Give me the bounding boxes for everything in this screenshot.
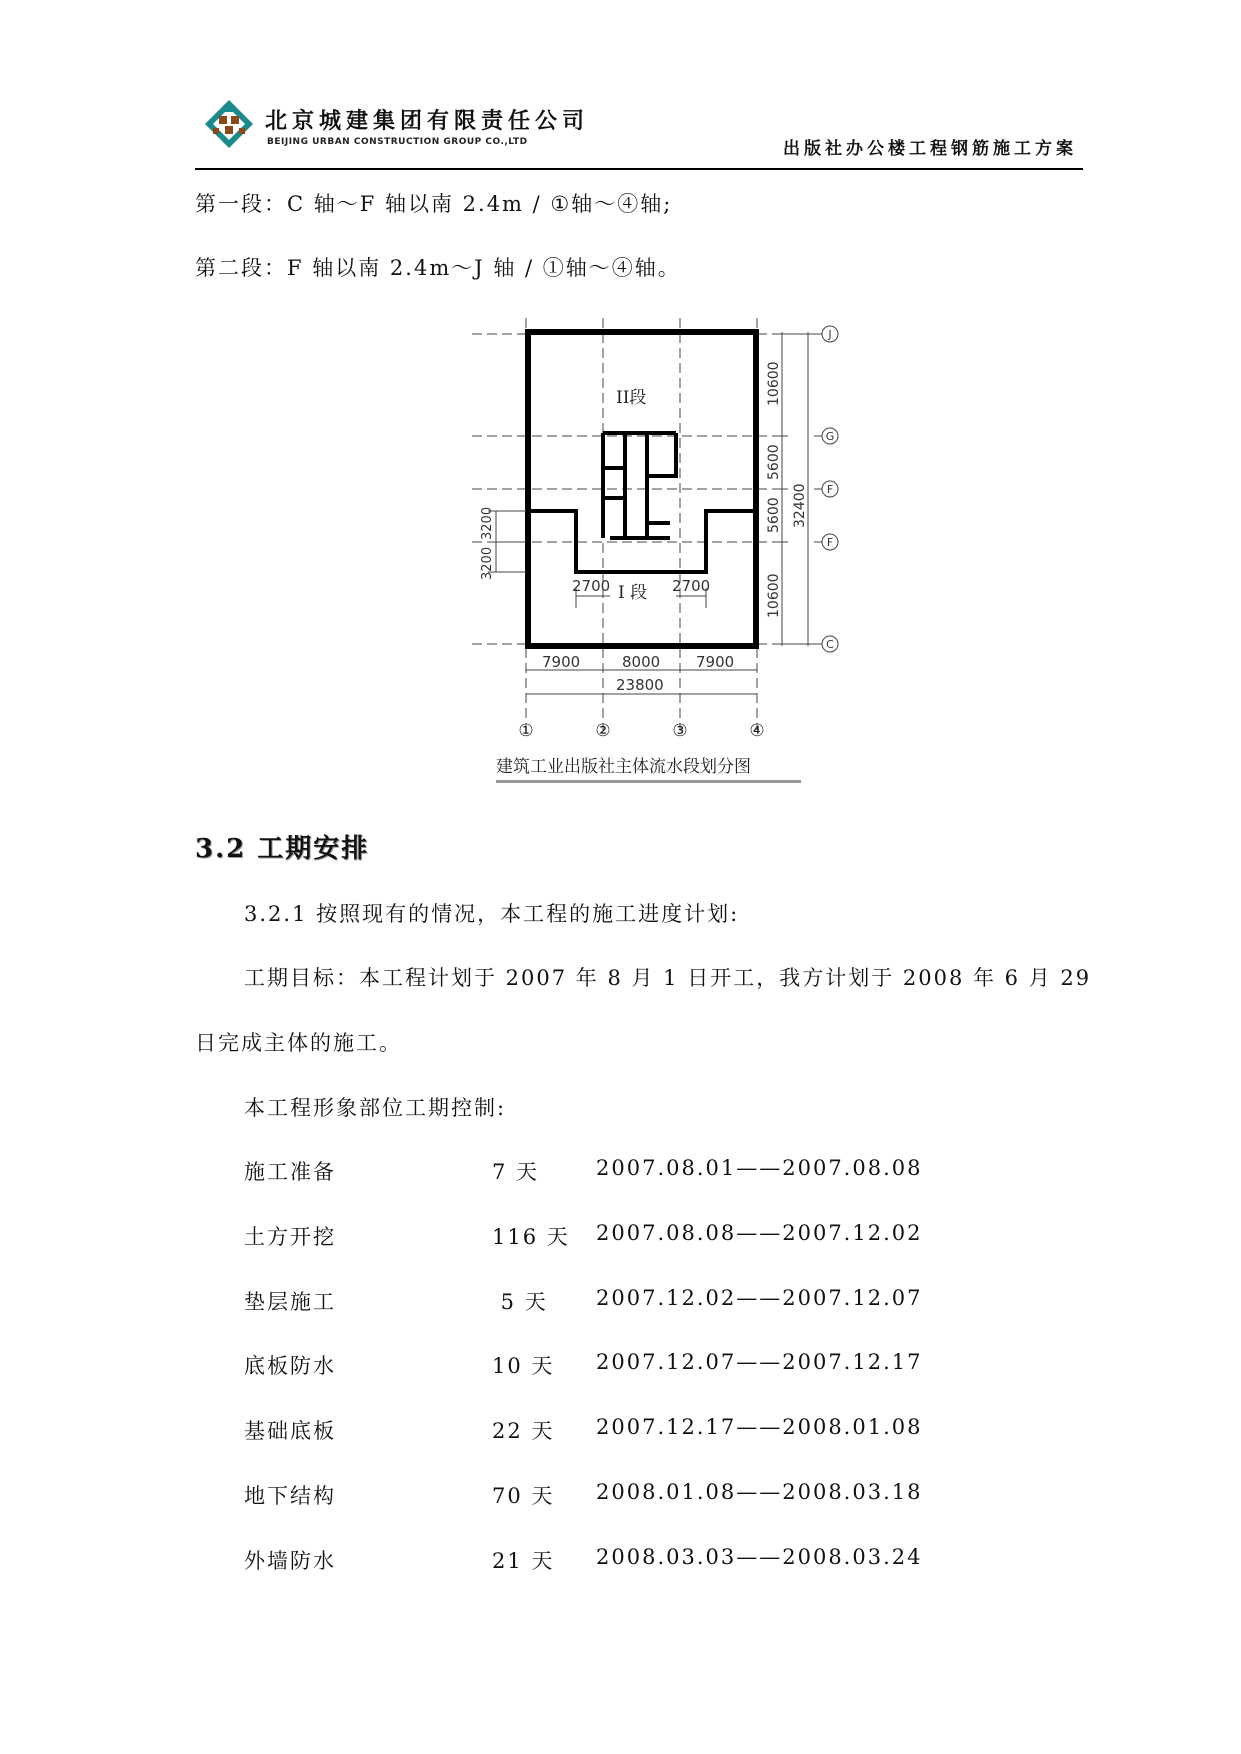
task-date-range: 2007.08.08——2007.12.02 (596, 1221, 923, 1245)
right-dim-total: 32400 (792, 483, 808, 528)
document-title: 出版社办公楼工程钢筋施工方案 (783, 139, 1077, 159)
axis-label-g: G (825, 430, 835, 443)
task-date-range: 2007.08.01——2007.08.08 (596, 1156, 923, 1180)
task-duration: 116 天 (492, 1225, 570, 1249)
axis-label-f2: F (826, 536, 834, 549)
task-name: 外墙防水 (244, 1549, 336, 1573)
task-date-range: 2007.12.02——2007.12.07 (596, 1286, 923, 1310)
bottom-dim-3: 7900 (696, 653, 735, 671)
company-logo-icon (203, 98, 255, 150)
task-date-range: 2007.12.17——2008.01.08 (596, 1415, 923, 1439)
task-duration: 21 天 (492, 1549, 555, 1573)
figure-caption: 建筑工业出版社主体流水段划分图 (496, 757, 751, 777)
axis-label-3: ③ (672, 721, 688, 741)
flow-section-diagram (470, 318, 860, 788)
task-duration: 22 天 (492, 1419, 555, 1443)
diagram-canvas (470, 318, 860, 788)
task-date-range: 2007.12.07——2007.12.17 (596, 1350, 923, 1374)
task-duration: 10 天 (492, 1354, 555, 1378)
axis-label-j: J (828, 328, 832, 341)
zone-lower-label: I 段 (618, 583, 648, 603)
inner-dim-left: 2700 (572, 577, 611, 595)
bottom-dim-1: 7900 (542, 653, 581, 671)
axis-label-4: ④ (749, 721, 765, 741)
zone-upper-label: II段 (616, 388, 647, 408)
company-name-en: BEIJING URBAN CONSTRUCTION GROUP CO.,LTD (267, 137, 528, 147)
inner-dim-right: 2700 (672, 577, 711, 595)
company-name-cn: 北京城建集团有限责任公司 (265, 109, 590, 134)
paragraph-control-intro: 本工程形象部位工期控制: (244, 1096, 507, 1120)
task-name: 土方开挖 (244, 1225, 336, 1249)
segment-one-text: 第一段：C 轴～F 轴以南 2.4m / ①轴～④轴; (195, 192, 673, 216)
left-dim-1: 3200 (480, 506, 495, 540)
task-name: 施工准备 (244, 1160, 336, 1184)
section-heading: 3.2 工期安排 (195, 834, 370, 864)
axis-label-f1: F (826, 483, 834, 496)
task-duration: 7 天 (492, 1160, 540, 1184)
right-dim-4: 10600 (766, 573, 782, 618)
task-date-range: 2008.03.03——2008.03.24 (596, 1545, 923, 1569)
segment-two-text: 第二段：F 轴以南 2.4m～J 轴 / ①轴～④轴。 (195, 256, 681, 280)
left-dim-2: 3200 (480, 546, 495, 580)
page-header (195, 92, 1085, 170)
right-dim-3: 5600 (766, 497, 782, 533)
axis-label-2: ② (595, 721, 611, 741)
task-name: 底板防水 (244, 1354, 336, 1378)
right-dim-2: 5600 (766, 444, 782, 480)
task-name: 地下结构 (244, 1484, 336, 1508)
task-date-range: 2008.01.08——2008.03.18 (596, 1480, 923, 1504)
task-name: 基础底板 (244, 1419, 336, 1443)
right-dim-1: 10600 (766, 361, 782, 406)
axis-label-1: ① (518, 721, 534, 741)
bottom-dim-total: 23800 (616, 676, 664, 694)
header-divider (195, 168, 1083, 170)
task-name: 垫层施工 (244, 1290, 336, 1314)
axis-label-c: C (826, 638, 834, 651)
task-duration: 70 天 (492, 1484, 555, 1508)
paragraph-target-line1: 工期目标：本工程计划于 2007 年 8 月 1 日开工，我方计划于 2008 年 6 月 29 (244, 966, 1092, 990)
paragraph-target-line2: 日完成主体的施工。 (195, 1031, 402, 1055)
task-duration: 5 天 (492, 1290, 548, 1314)
bottom-dim-2: 8000 (622, 653, 661, 671)
paragraph-plan-intro: 3.2.1 按照现有的情况，本工程的施工进度计划: (244, 902, 740, 926)
caption-underline (496, 780, 801, 783)
